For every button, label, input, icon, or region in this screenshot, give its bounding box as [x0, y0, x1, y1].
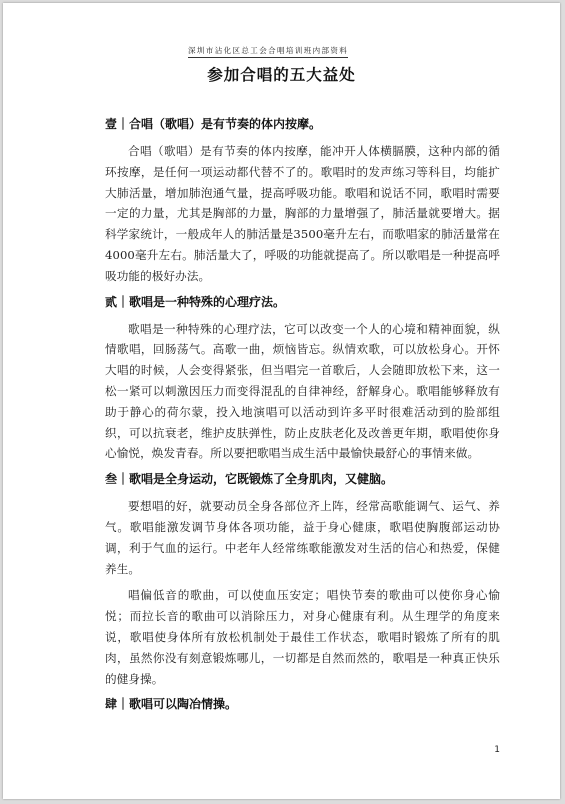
running-header: 深圳市沾化区总工会合唱培训班内部资料	[188, 45, 348, 58]
document-page	[3, 3, 560, 799]
section-3-paragraph-1: 要想唱的好，就要动员全身各部位齐上阵，经常高歌能调气、运气、养气。歌唱能激发调节身体各项功能，益于身心健康，歌唱使胸腹部运动协调，利于气血的运行。中老年人经常练歌能激发对生活的信心和热爱，保健养生。	[105, 499, 500, 576]
document-body	[105, 113, 500, 721]
section-heading-4: 肆｜歌唱可以陶冶情操。	[105, 697, 238, 712]
page-title: 参加合唱的五大益处	[207, 66, 356, 84]
section-1-paragraph-1: 合唱（歌唱）是有节奏的体内按摩，能冲开人体横膈膜，这种内部的循环按摩，是任何一项运动都代替不了的。歌唱时的发声练习等科目，均能扩大肺活量，增加肺泡通气量，提高呼吸功能。歌唱和说话不同，歌唱时需要一定的力量，尤其是胸部的力量，胸部的力量增强了，肺活量就要增大。据科学家统计，一般成年人的肺活量是3500毫升左右，而歌唱家的肺活量常在4000毫升左右。肺活量大了，呼吸的功能就提高了。所以歌唱是一种提高呼吸功能的极好办法。	[105, 144, 500, 283]
page-number: 1	[494, 745, 500, 755]
section-3-paragraph-2: 唱偏低音的歌曲，可以使血压安定；唱快节奏的歌曲可以使你身心愉悦；而拉长音的歌曲可以消除压力，对身心健康有利。从生理学的角度来说，歌唱使身体所有放松机制处于最佳工作状态，歌唱时锻炼了所有的肌肉，虽然你没有刻意锻炼哪儿，一切都是自然而然的，歌唱是一种真正快乐的健身操。	[105, 588, 500, 686]
section-heading-2: 贰｜歌唱是一种特殊的心理疗法。	[105, 294, 286, 309]
section-2-paragraph-1: 歌唱是一种特殊的心理疗法，它可以改变一个人的心境和精神面貌，纵情歌唱，回肠荡气。高歌一曲，烦恼皆忘。纵情欢歌，可以放松身心。开怀大唱的时候，人会变得紧张，但当唱完一首歌后，人会随即放松下来，这一松一紧可以刺激因压力而变得混乱的自律神经，舒解身心。歌唱能够释放有助于静心的荷尔蒙，投入地演唱可以活动到许多平时很难活动到的脸部组织，可以抗衰老，维护皮肤弹性，防止皮肤老化及改善更年期，歌唱使你身心愉悦，焕发青春。所以要把歌唱当成生活中最愉快最舒心的事情来做。	[105, 321, 500, 461]
section-heading-3: 叁｜歌唱是全身运动，它既锻炼了全身肌肉，又健脑。	[105, 472, 394, 487]
section-heading-1: 壹｜合唱（歌唱）是有节奏的体内按摩。	[105, 117, 322, 131]
